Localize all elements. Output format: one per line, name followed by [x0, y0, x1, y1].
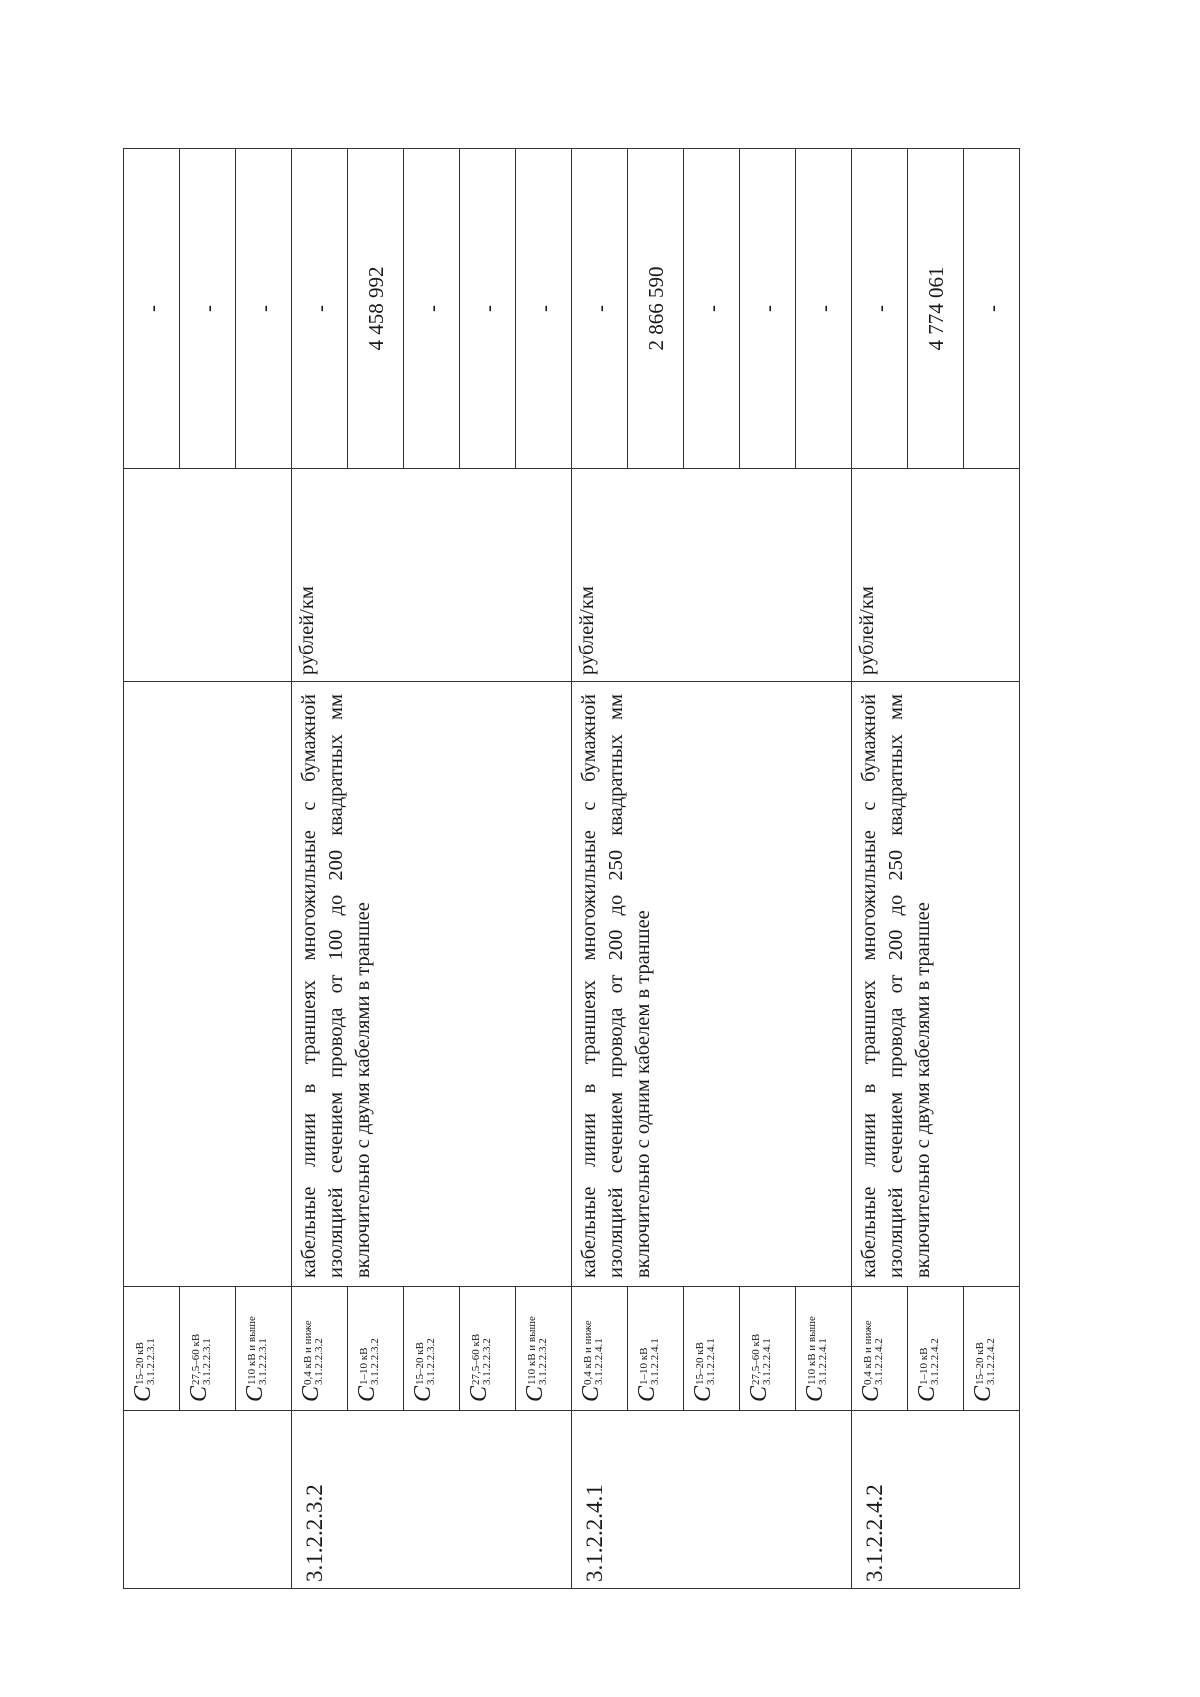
item-number [124, 1411, 292, 1589]
item-description [124, 682, 292, 1287]
rate-value: - [740, 149, 796, 469]
rate-value: - [236, 149, 292, 469]
rate-symbol: C 1–10 кВ 3.1.2.2.4.2 [908, 1287, 964, 1411]
rate-symbol: C 0,4 кВ и ниже 3.1.2.2.4.2 [852, 1287, 908, 1411]
symbol-subscript: 3.1.2.2.3.2 [537, 1338, 549, 1385]
symbol-subscript: 3.1.2.2.4.2 [873, 1338, 885, 1385]
symbol-subscript: 3.1.2.2.4.1 [649, 1338, 661, 1385]
rate-symbol: C 110 кВ и выше 3.1.2.2.3.2 [516, 1287, 572, 1411]
symbol-superscript: 1–10 кВ [638, 1347, 650, 1385]
symbol-subscript: 3.1.2.2.4.1 [817, 1338, 829, 1385]
tariff-table [123, 148, 1020, 1589]
rate-value: - [796, 149, 852, 469]
rate-symbol: C 27,5–60 кВ 3.1.2.2.3.1 [180, 1287, 236, 1411]
symbol-subscript: 3.1.2.2.4.2 [929, 1338, 941, 1385]
item-number: 3.1.2.2.3.2 [292, 1411, 572, 1589]
rate-value: - [516, 149, 572, 469]
rate-value: - [180, 149, 236, 469]
rate-value: - [684, 149, 740, 469]
rate-symbol: C 0,4 кВ и ниже 3.1.2.2.4.1 [572, 1287, 628, 1411]
symbol-superscript: 110 кВ и выше [246, 1316, 258, 1385]
symbol-subscript: 3.1.2.2.4.2 [985, 1338, 997, 1385]
symbol-superscript: 1–10 кВ [358, 1347, 370, 1385]
symbol-subscript: 3.1.2.2.3.1 [201, 1338, 213, 1385]
symbol-subscript: 3.1.2.2.3.2 [425, 1338, 437, 1385]
unit-of-measure [124, 469, 292, 682]
unit-of-measure: рублей/км [852, 469, 1020, 682]
symbol-superscript: 15–20 кВ [134, 1342, 146, 1385]
table-row [852, 149, 908, 1589]
symbol-subscript: 3.1.2.2.4.1 [761, 1338, 773, 1385]
symbol-superscript: 1–10 кВ [918, 1347, 930, 1385]
rate-symbol: C 15–20 кВ 3.1.2.2.4.1 [684, 1287, 740, 1411]
symbol-superscript: 0,4 кВ и ниже [862, 1320, 874, 1385]
table-row [572, 149, 628, 1589]
rate-symbol: C 0,4 кВ и ниже 3.1.2.2.3.2 [292, 1287, 348, 1411]
symbol-subscript: 3.1.2.2.4.1 [705, 1338, 717, 1385]
unit-of-measure: рублей/км [292, 469, 572, 682]
rate-symbol: C 1–10 кВ 3.1.2.2.3.2 [348, 1287, 404, 1411]
item-number: 3.1.2.2.4.2 [852, 1411, 1020, 1589]
rate-symbol: C 15–20 кВ 3.1.2.2.4.2 [964, 1287, 1020, 1411]
rate-symbol: C 110 кВ и выше 3.1.2.2.4.1 [796, 1287, 852, 1411]
symbol-superscript: 15–20 кВ [974, 1342, 986, 1385]
symbol-superscript: 110 кВ и выше [806, 1316, 818, 1385]
rate-symbol: C 15–20 кВ 3.1.2.2.3.1 [124, 1287, 180, 1411]
rate-value: - [964, 149, 1020, 469]
rate-value: - [572, 149, 628, 469]
symbol-superscript: 110 кВ и выше [526, 1316, 538, 1385]
rate-value: - [292, 149, 348, 469]
symbol-subscript: 3.1.2.2.3.2 [369, 1338, 381, 1385]
symbol-subscript: 3.1.2.2.3.1 [145, 1338, 157, 1385]
item-number: 3.1.2.2.4.1 [572, 1411, 852, 1589]
rate-value: 2 866 590 [628, 149, 684, 469]
symbol-superscript: 0,4 кВ и ниже [302, 1320, 314, 1385]
symbol-superscript: 0,4 кВ и ниже [582, 1320, 594, 1385]
rate-value: - [124, 149, 180, 469]
rate-symbol: C 27,5–60 кВ 3.1.2.2.4.1 [740, 1287, 796, 1411]
symbol-superscript: 27,5–60 кВ [470, 1333, 482, 1385]
rate-value: - [460, 149, 516, 469]
rate-symbol: C 27,5–60 кВ 3.1.2.2.3.2 [460, 1287, 516, 1411]
symbol-subscript: 3.1.2.2.4.1 [593, 1338, 605, 1385]
rate-value: - [852, 149, 908, 469]
item-description: кабельные линии в траншеях многожильные с бумажной изоляцией сечением провода от 200 до 250 квадратных мм включительно с двумя кабелями в траншее [852, 682, 1020, 1287]
symbol-superscript: 15–20 кВ [414, 1342, 426, 1385]
unit-of-measure: рублей/км [572, 469, 852, 682]
rate-value: - [404, 149, 460, 469]
item-description: кабельные линии в траншеях многожильные с бумажной изоляцией сечением провода от 100 до 200 квадратных мм включительно с двумя кабелями в траншее [292, 682, 572, 1287]
rate-symbol: C 110 кВ и выше 3.1.2.2.3.1 [236, 1287, 292, 1411]
rate-value: 4 774 061 [908, 149, 964, 469]
rate-symbol: C 15–20 кВ 3.1.2.2.3.2 [404, 1287, 460, 1411]
symbol-subscript: 3.1.2.2.3.2 [481, 1338, 493, 1385]
table-row [292, 149, 348, 1589]
rate-symbol: C 1–10 кВ 3.1.2.2.4.1 [628, 1287, 684, 1411]
symbol-subscript: 3.1.2.2.3.2 [313, 1338, 325, 1385]
table-row [124, 149, 180, 1589]
symbol-superscript: 27,5–60 кВ [190, 1333, 202, 1385]
symbol-superscript: 27,5–60 кВ [750, 1333, 762, 1385]
symbol-subscript: 3.1.2.2.3.1 [257, 1338, 269, 1385]
item-description: кабельные линии в траншеях многожильные с бумажной изоляцией сечением провода от 200 до 250 квадратных мм включительно с одним кабелем в траншее [572, 682, 852, 1287]
symbol-superscript: 15–20 кВ [694, 1342, 706, 1385]
rate-value: 4 458 992 [348, 149, 404, 469]
